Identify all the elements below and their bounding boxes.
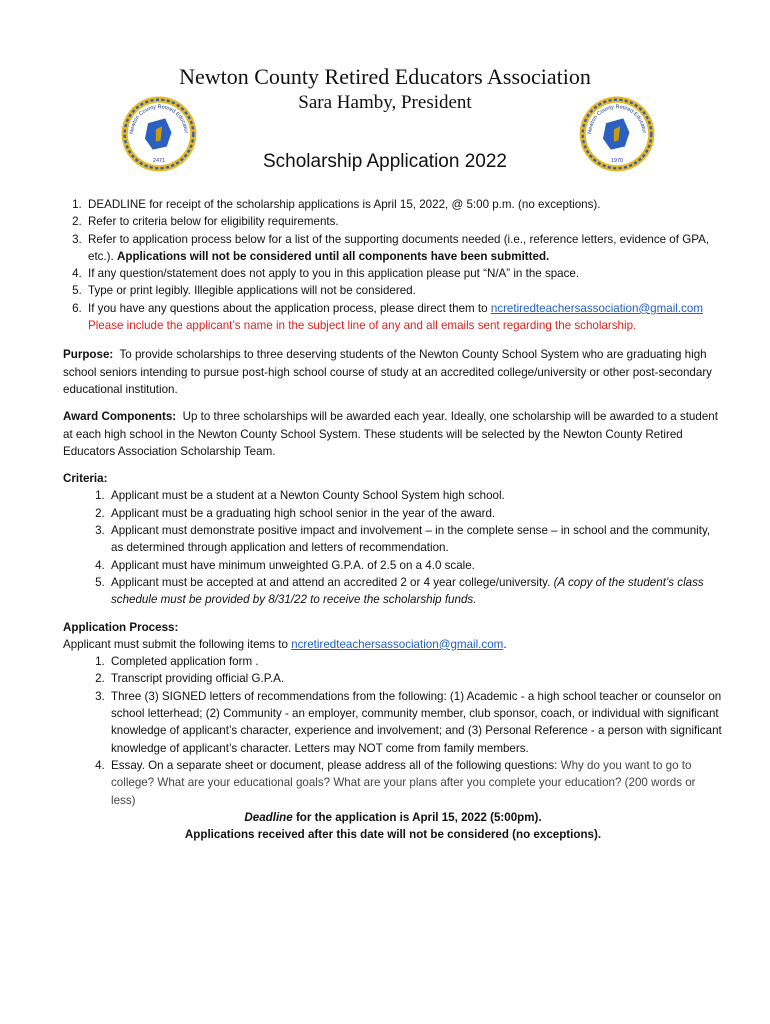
list-item: 2. Refer to criteria below for eligibility requirements. (85, 213, 723, 230)
instructions-list (63, 196, 723, 334)
list-item: 5. Type or print legibly. Illegible applications will not be considered. (85, 282, 723, 299)
list-item: 4. Applicant must have minimum unweighted G.P.A. of 2.5 on a 4.0 scale. (108, 557, 723, 574)
list-item: 3. Applicant must demonstrate positive impact and involvement – in the complete sense – in school and the community, as determined through application and letters of recommendation. (108, 522, 723, 557)
list-item: 1. DEADLINE for receipt of the scholarship applications is April 15, 2022, @ 5:00 p.m. (no exceptions). (85, 196, 723, 213)
contact-email-link[interactable]: ncretiredteachersassociation@gmail.com (490, 301, 704, 315)
process-list (63, 653, 723, 809)
list-item: 2. Applicant must be a graduating high school senior in the year of the award. (108, 505, 723, 522)
components-warning: Applications will not be considered until all components have been submitted. (117, 249, 550, 263)
purpose-label: Purpose: (63, 348, 114, 362)
seal-ring-text: Newton County Retired Educator (587, 104, 647, 135)
document-body (63, 196, 723, 843)
award-section (63, 408, 723, 460)
process-heading: Application Process: (63, 620, 179, 634)
subject-line-notice: Please include the applicant’s name in the subject line of any and all emails sent regarding the scholarship. (88, 319, 637, 333)
essay-questions: Why do you want to go to college? What are your educational goals? What are your plans after you complete your education? (200 words or less) (111, 758, 696, 807)
list-item: 5. Applicant must be accepted at and attend an accredited 2 or 4 year college/university. (A copy of the student’s class schedule must be provided by 8/31/22 to receive the scholarship funds. (108, 574, 723, 609)
application-title: Scholarship Application 2022 (262, 151, 507, 172)
list-item: 1. Applicant must be a student at a Newton County School System high school. (108, 487, 723, 504)
deadline-word: Deadline (244, 810, 293, 824)
purpose-section (63, 346, 723, 398)
list-item: 3. Refer to application process below for a list of the supporting documents needed (i.e., reference letters, evidence of GPA, etc.). Applications will not be considered until all components have been submitted. (85, 231, 723, 266)
schedule-requirement: (A copy of the student’s class schedule must be provided by 8/31/22 to receive the scholarship funds. (111, 575, 704, 607)
seal-ring-text: Newton County Retired Educator (129, 104, 189, 135)
list-item: 4. Essay. On a separate sheet or document, please address all of the following questions: Why do you want to go to college? What are your educational goals? What are your plans after you complete your education? (200 words or less) (108, 757, 723, 809)
list-item: 1. Completed application form . (108, 653, 723, 670)
seal-year: 2471 (152, 158, 166, 165)
list-item: 3. Three (3) SIGNED letters of recommendations from the following: (1) Academic - a high school teacher or counselor on school letterhead; (2) Community - an employer, community member, club sponsor, coach, or individual with significant knowledge of applicant’s character, experience and involvement; and (3) Personal Reference - a person with significant knowledge of applicant’s character. Letters may NOT come from family members. (108, 688, 723, 757)
award-label: Award Components: (63, 410, 177, 424)
late-application-notice: Applications received after this date will not be considered (no exceptions). (184, 828, 602, 842)
criteria-list (63, 487, 723, 608)
organization-title: Newton County Retired Educators Association (179, 64, 591, 89)
list-item: 2. Transcript providing official G.P.A. (108, 670, 723, 687)
deadline-line: Deadline for the application is April 15, 2022 (5:00pm). (244, 810, 542, 824)
award-text: Up to three scholarships will be awarded each year. Ideally, one scholarship will be awarded to a student at each high school in the Newton County School System. These students will be selected by the Newton County Retired Educators Association Scholarship Team. (63, 410, 718, 458)
list-item: 4. If any question/statement does not apply to you in this application please put “N/A” in the space. (85, 265, 723, 282)
process-intro: Applicant must submit the following items to ncretiredteachersassociation@gmail.com. (63, 637, 507, 651)
president-name: Sara Hamby, President (298, 92, 472, 113)
list-item: 6. If you have any questions about the application process, please direct them to ncretiredteachersassociation@gmail.com Please include the applicant’s name in the subject line of any and all emails sent regarding the scholarship. (85, 300, 723, 335)
criteria-heading: Criteria: (63, 472, 108, 486)
submission-email-link[interactable]: ncretiredteachersassociation@gmail.com (291, 637, 504, 651)
purpose-text: To provide scholarships to three deserving students of the Newton County School System who are graduating high school seniors intending to pursue post-high school course of study at an accredited college/university or other post-secondary educational institution. (63, 348, 712, 396)
seal-year: 1970 (610, 158, 624, 165)
